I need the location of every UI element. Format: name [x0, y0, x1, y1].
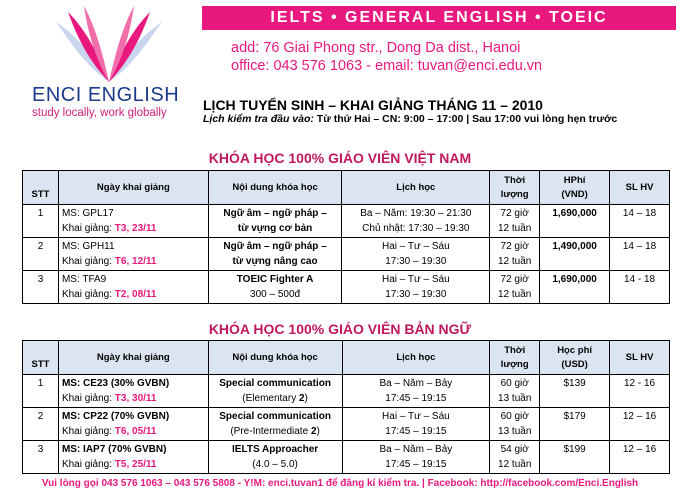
- table-header-row: [23, 341, 670, 375]
- row-schedule: Hai – Tư – Sáu 17:45 – 19:15: [342, 408, 490, 441]
- row-schedule: Hai – Tư – Sáu 17:30 – 19:30: [342, 238, 490, 271]
- col-count: SL HV: [610, 341, 670, 375]
- col-fee: Học phí (USD): [540, 341, 610, 375]
- row-duration: 54 giờ 12 tuần: [490, 441, 540, 474]
- native-section-title: KHÓA HỌC 100% GIÁO VIÊN BẢN NGỮ: [208, 321, 472, 337]
- row-stt: 2: [23, 238, 59, 271]
- row-duration: 60 giờ 13 tuần: [490, 375, 540, 408]
- col-duration: Thời lượng: [490, 171, 540, 205]
- col-schedule: Lịch học: [342, 341, 490, 375]
- butterfly-logo-icon: [54, 4, 164, 84]
- row-count: 12 – 16: [610, 408, 670, 441]
- vn-section-title: KHÓA HỌC 100% GIÁO VIÊN VIỆT NAM: [208, 150, 472, 166]
- row-count: 14 – 18: [610, 238, 670, 271]
- row-date: MS: GPL17 Khai giảng: T3, 23/11: [58, 205, 208, 238]
- table-row: [23, 441, 670, 474]
- row-count: 12 – 16: [610, 441, 670, 474]
- row-fee: $139: [540, 375, 610, 408]
- col-stt: STT: [23, 341, 59, 375]
- footer-contact: Vui lòng gọi 043 576 1063 – 043 576 5808 - Y!M: enci.tuvan1 để đăng kí kiểm tra. | Facebook: http://facebook.com/Enci.English: [41, 478, 639, 489]
- page-title: LỊCH TUYỂN SINH – KHAI GIẢNG THÁNG 11 – 2010: [203, 97, 543, 113]
- enci-logo: [32, 4, 192, 122]
- brand-name: ENCI ENGLISH: [32, 84, 180, 106]
- row-stt: 1: [23, 205, 59, 238]
- row-count: 14 – 18: [610, 205, 670, 238]
- address-line: add: 76 Giai Phong str., Dong Da dist., Hanoi: [231, 40, 521, 56]
- col-start-date: Ngày khai giảng: [58, 171, 208, 205]
- row-date: MS: CP22 (70% GVBN) Khai giảng: T6, 05/11: [58, 408, 208, 441]
- entrance-test-label: Lịch kiểm tra đầu vào:: [203, 113, 314, 125]
- course-banner: IELTS • GENERAL ENGLISH • TOEIC: [202, 6, 676, 30]
- col-start-date: Ngày khai giảng: [58, 341, 208, 375]
- row-date: MS: TFA9 Khai giảng: T2, 08/11: [58, 271, 208, 304]
- row-date: MS: CE23 (30% GVBN) Khai giảng: T3, 30/11: [58, 375, 208, 408]
- row-stt: 1: [23, 375, 59, 408]
- row-content: IELTS Approacher (4.0 – 5.0): [208, 441, 342, 474]
- row-date: MS: GPH11 Khai giảng: T6, 12/11: [58, 238, 208, 271]
- row-content: Ngữ âm – ngữ pháp – từ vựng nâng cao: [208, 238, 342, 271]
- row-stt: 3: [23, 441, 59, 474]
- row-fee: $199: [540, 441, 610, 474]
- col-duration: Thời lượng: [490, 341, 540, 375]
- col-content: Nội dung khóa học: [208, 341, 342, 375]
- row-date: MS: IAP7 (70% GVBN) Khai giảng: T5, 25/11: [58, 441, 208, 474]
- row-duration: 72 giờ 12 tuần: [490, 271, 540, 304]
- row-count: 12 - 16: [610, 375, 670, 408]
- row-fee: 1,690,000: [540, 205, 610, 238]
- row-duration: 72 giờ 12 tuần: [490, 205, 540, 238]
- row-duration: 72 giờ 12 tuần: [490, 238, 540, 271]
- table-row: [23, 238, 670, 271]
- office-contact-line: office: 043 576 1063 - email: tuvan@enci.edu.vn: [231, 58, 543, 74]
- col-schedule: Lịch học: [342, 171, 490, 205]
- col-stt: STT: [23, 171, 59, 205]
- native-course-table: [22, 340, 670, 474]
- vn-course-table: [22, 170, 670, 304]
- col-content: Nội dung khóa học: [208, 171, 342, 205]
- row-fee: $179: [540, 408, 610, 441]
- row-stt: 2: [23, 408, 59, 441]
- table-header-row: [23, 171, 670, 205]
- row-content: Special communication (Elementary 2): [208, 375, 342, 408]
- row-schedule: Ba – Năm – Bảy 17:45 – 19:15: [342, 375, 490, 408]
- entrance-test-schedule: [203, 113, 617, 125]
- table-row: [23, 375, 670, 408]
- col-fee: HPhí (VND): [540, 171, 610, 205]
- row-content: TOEIC Fighter A 300 – 500đ: [208, 271, 342, 304]
- row-content: Ngữ âm – ngữ pháp – từ vựng cơ bản: [208, 205, 342, 238]
- row-fee: 1,490,000: [540, 238, 610, 271]
- row-schedule: Ba – Năm – Bảy 17:45 – 19:15: [342, 441, 490, 474]
- row-duration: 60 giờ 13 tuần: [490, 408, 540, 441]
- row-stt: 3: [23, 271, 59, 304]
- table-row: [23, 205, 670, 238]
- row-fee: 1,690,000: [540, 271, 610, 304]
- col-count: SL HV: [610, 171, 670, 205]
- table-row: [23, 408, 670, 441]
- entrance-test-text: Từ thứ Hai – CN: 9:00 – 17:00 | Sau 17:00 vui lòng hẹn trước: [313, 113, 618, 125]
- table-row: [23, 271, 670, 304]
- brand-slogan: study locally, work globally: [32, 107, 167, 119]
- row-content: Special communication (Pre-Intermediate 2): [208, 408, 342, 441]
- row-count: 14 - 18: [610, 271, 670, 304]
- row-schedule: Hai – Tư – Sáu 17:30 – 19:30: [342, 271, 490, 304]
- row-schedule: Ba – Năm: 19:30 – 21:30 Chủ nhật: 17:30 – 19:30: [342, 205, 490, 238]
